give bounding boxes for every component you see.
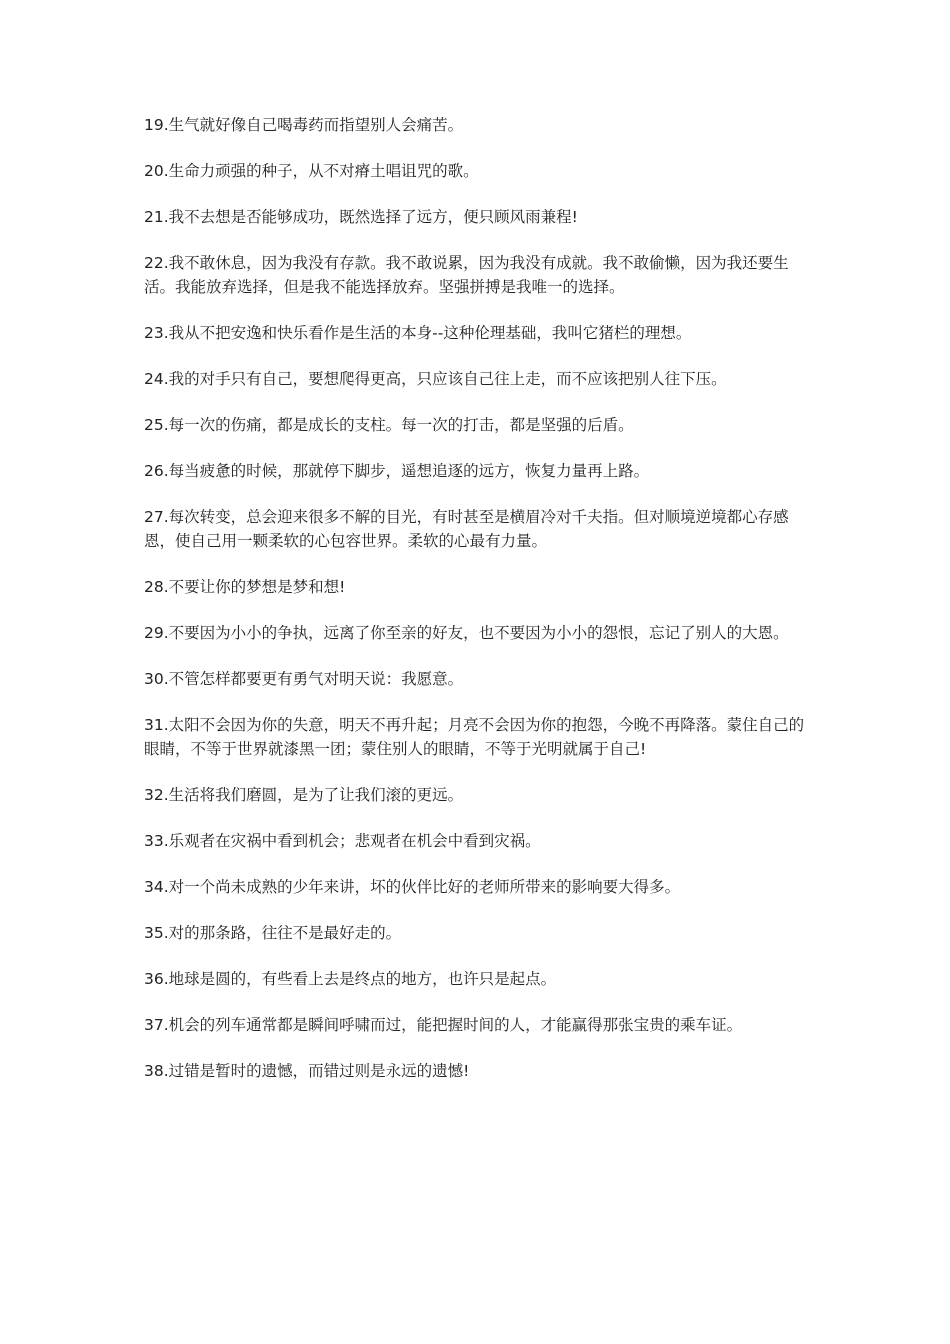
quote-paragraph-34: 34.对一个尚未成熟的少年来讲，坏的伙伴比好的老师所带来的影响要大得多。 xyxy=(144,878,681,896)
document-body xyxy=(144,113,809,1105)
quote-paragraph-25: 25.每一次的伤痛，都是成长的支柱。每一次的打击，都是坚强的后盾。 xyxy=(144,416,634,434)
quote-paragraph-37: 37.机会的列车通常都是瞬间呼啸而过，能把握时间的人，才能赢得那张宝贵的乘车证。 xyxy=(144,1016,743,1034)
quote-paragraph-29: 29.不要因为小小的争执，远离了你至亲的好友，也不要因为小小的怨恨，忘记了别人的大恩。 xyxy=(144,624,789,642)
quote-paragraph-24: 24.我的对手只有自己，要想爬得更高，只应该自己往上走，而不应该把别人往下压。 xyxy=(144,370,727,388)
quote-paragraph-19: 19.生气就好像自己喝毒药而指望别人会痛苦。 xyxy=(144,116,464,134)
quote-paragraph-23: 23.我从不把安逸和快乐看作是生活的本身--这种伦理基础，我叫它猪栏的理想。 xyxy=(144,324,692,342)
quote-paragraph-28: 28.不要让你的梦想是梦和想! xyxy=(144,578,346,596)
quote-paragraph-38: 38.过错是暂时的遗憾，而错过则是永远的遗憾! xyxy=(144,1062,470,1080)
quote-paragraph-33: 33.乐观者在灾祸中看到机会；悲观者在机会中看到灾祸。 xyxy=(144,832,541,850)
quote-paragraph-21: 21.我不去想是否能够成功，既然选择了远方，便只顾风雨兼程! xyxy=(144,208,578,226)
quote-paragraph-22: 22.我不敢休息，因为我没有存款。我不敢说累，因为我没有成就。我不敢偷懒，因为我还要生活。我能放弃选择，但是我不能选择放弃。坚强拼搏是我唯一的选择。 xyxy=(144,254,789,296)
quote-paragraph-27: 27.每次转变，总会迎来很多不解的目光，有时甚至是横眉冷对千夫指。但对顺境逆境都心存感恩，使自己用一颗柔软的心包容世界。柔软的心最有力量。 xyxy=(144,508,789,550)
quote-paragraph-20: 20.生命力顽强的种子，从不对瘠土唱诅咒的歌。 xyxy=(144,162,479,180)
quote-paragraph-36: 36.地球是圆的，有些看上去是终点的地方，也许只是起点。 xyxy=(144,970,557,988)
quote-paragraph-26: 26.每当疲惫的时候，那就停下脚步，遥想追逐的远方，恢复力量再上路。 xyxy=(144,462,650,480)
quote-paragraph-30: 30.不管怎样都要更有勇气对明天说：我愿意。 xyxy=(144,670,464,688)
quote-paragraph-32: 32.生活将我们磨圆，是为了让我们滚的更远。 xyxy=(144,786,464,804)
quote-paragraph-35: 35.对的那条路，往往不是最好走的。 xyxy=(144,924,402,942)
quote-paragraph-31: 31.太阳不会因为你的失意，明天不再升起；月亮不会因为你的抱怨，今晚不再降落。蒙住自己的眼睛，不等于世界就漆黑一团；蒙住别人的眼睛，不等于光明就属于自己! xyxy=(144,716,805,758)
